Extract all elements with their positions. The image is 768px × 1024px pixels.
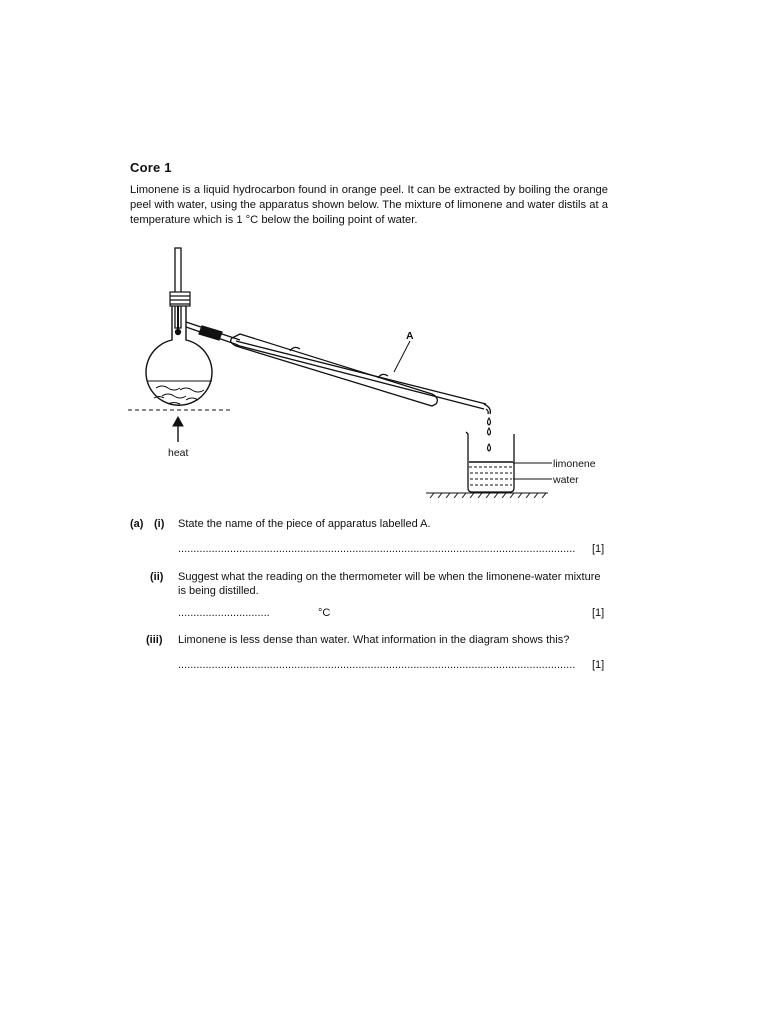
question-ii-number: (ii) bbox=[150, 571, 164, 583]
beaker bbox=[466, 432, 514, 492]
answer-line-iii[interactable]: .................................................................................................................................. bbox=[178, 659, 576, 671]
answer-line-ii[interactable]: .............................. bbox=[178, 607, 270, 619]
label-A: A bbox=[406, 330, 414, 342]
thermometer bbox=[175, 248, 181, 335]
question-a-iii bbox=[130, 633, 610, 653]
limonene-label: limonene bbox=[553, 458, 596, 470]
part-a-number: (a) bbox=[130, 518, 144, 530]
question-iii-number: (iii) bbox=[146, 634, 163, 646]
mark-iii: [1] bbox=[592, 659, 605, 671]
unit-celsius: °C bbox=[318, 607, 331, 619]
label-A-leader bbox=[394, 341, 410, 372]
heat-arrow bbox=[173, 417, 183, 442]
question-heading: Core 1 bbox=[130, 160, 172, 175]
question-a-i bbox=[130, 517, 610, 567]
question-i-number: (i) bbox=[154, 518, 165, 530]
question-a-ii bbox=[130, 570, 610, 610]
water-label: water bbox=[553, 474, 579, 486]
side-arm bbox=[186, 322, 240, 345]
mark-i: [1] bbox=[592, 543, 605, 555]
bench-surface bbox=[426, 493, 548, 498]
answer-line-i[interactable]: .................................................................................................................................. bbox=[178, 543, 576, 555]
mark-ii: [1] bbox=[592, 607, 605, 619]
question-iii-text: Limonene is less dense than water. What information in the diagram shows this? bbox=[178, 634, 570, 646]
flask-stopper bbox=[170, 292, 190, 306]
question-ii-text: Suggest what the reading on the thermometer will be when the limonene-water mixture is being distilled. bbox=[178, 571, 601, 597]
question-i-text: State the name of the piece of apparatus labelled A. bbox=[178, 518, 431, 530]
drops bbox=[488, 418, 491, 451]
heat-label: heat bbox=[168, 447, 189, 459]
liebig-condenser bbox=[231, 334, 491, 414]
intro-paragraph: Limonene is a liquid hydrocarbon found in orange peel. It can be extracted by boiling the orange peel with water, using the apparatus shown below. The mixture of limonene and water distils at a temperature which is 1 °C below the boiling point of water. bbox=[130, 184, 608, 226]
